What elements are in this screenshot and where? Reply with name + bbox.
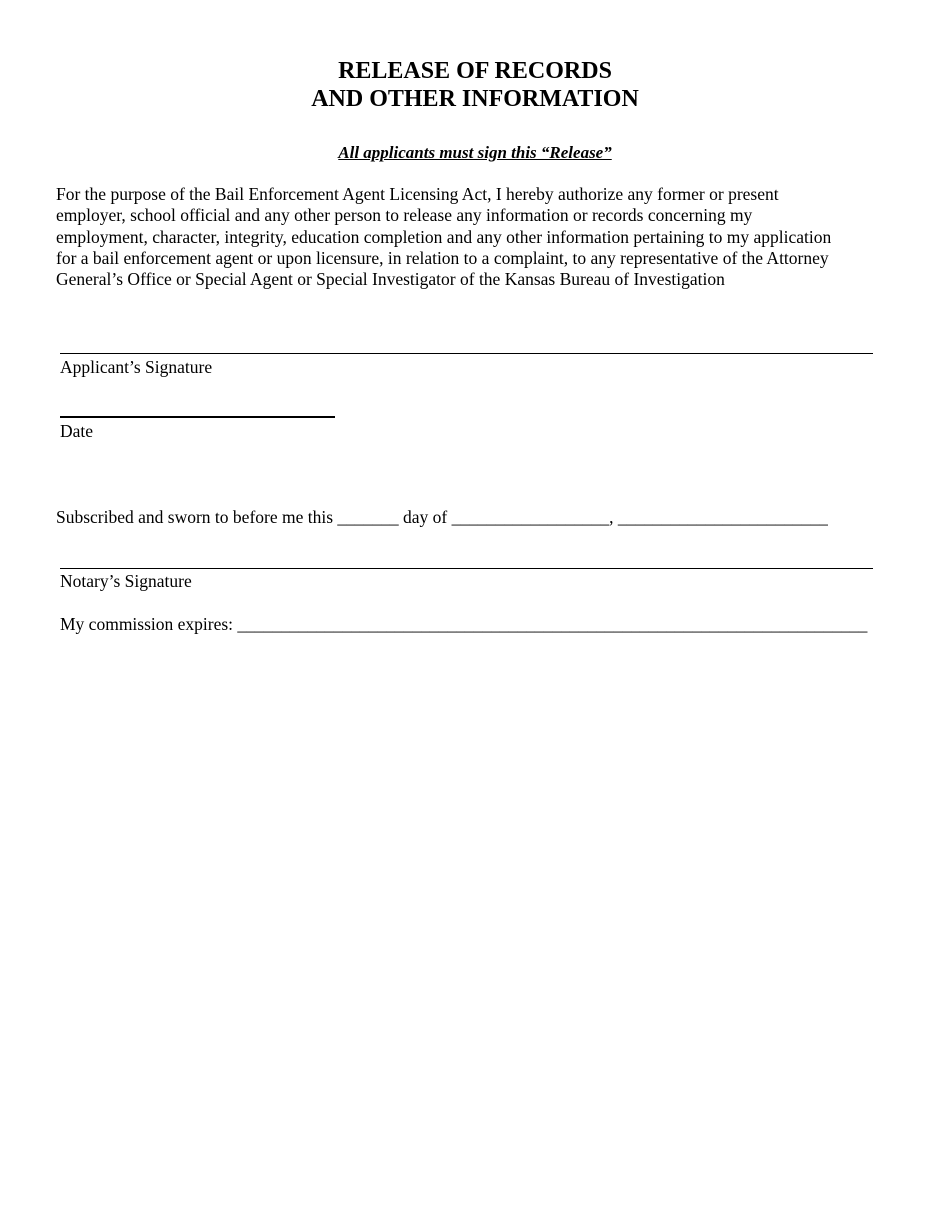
date-label: Date	[60, 421, 94, 441]
form-title-line1: RELEASE OF RECORDS	[338, 58, 612, 84]
form-subtitle: All applicants must sign this “Release”	[338, 143, 612, 162]
notary-signature-line[interactable]	[60, 568, 873, 569]
date-line[interactable]	[60, 416, 335, 418]
sworn-statement: Subscribed and sworn to before me this _______ day of __________________, ________________________	[56, 507, 828, 527]
notary-signature-label: Notary’s Signature	[60, 571, 192, 591]
authorization-paragraph: For the purpose of the Bail Enforcement Agent Licensing Act, I hereby authorize any former or present employer, school official and any other person to release any information or records concerning my employment, character, integrity, education completion and any other information pertaining to my application for a bail enforcement agent or upon licensure, in relation to a complaint, to any representative of the Attorney General’s Office or Special Agent or Special Investigator of the Kansas Bureau of Investigation	[56, 184, 832, 290]
commission-expires-line: My commission expires: ________________________________________________________________________	[60, 614, 868, 634]
applicant-signature-line[interactable]	[60, 353, 873, 354]
applicant-signature-label: Applicant’s Signature	[60, 357, 213, 377]
form-title-line2: AND OTHER INFORMATION	[311, 86, 639, 112]
